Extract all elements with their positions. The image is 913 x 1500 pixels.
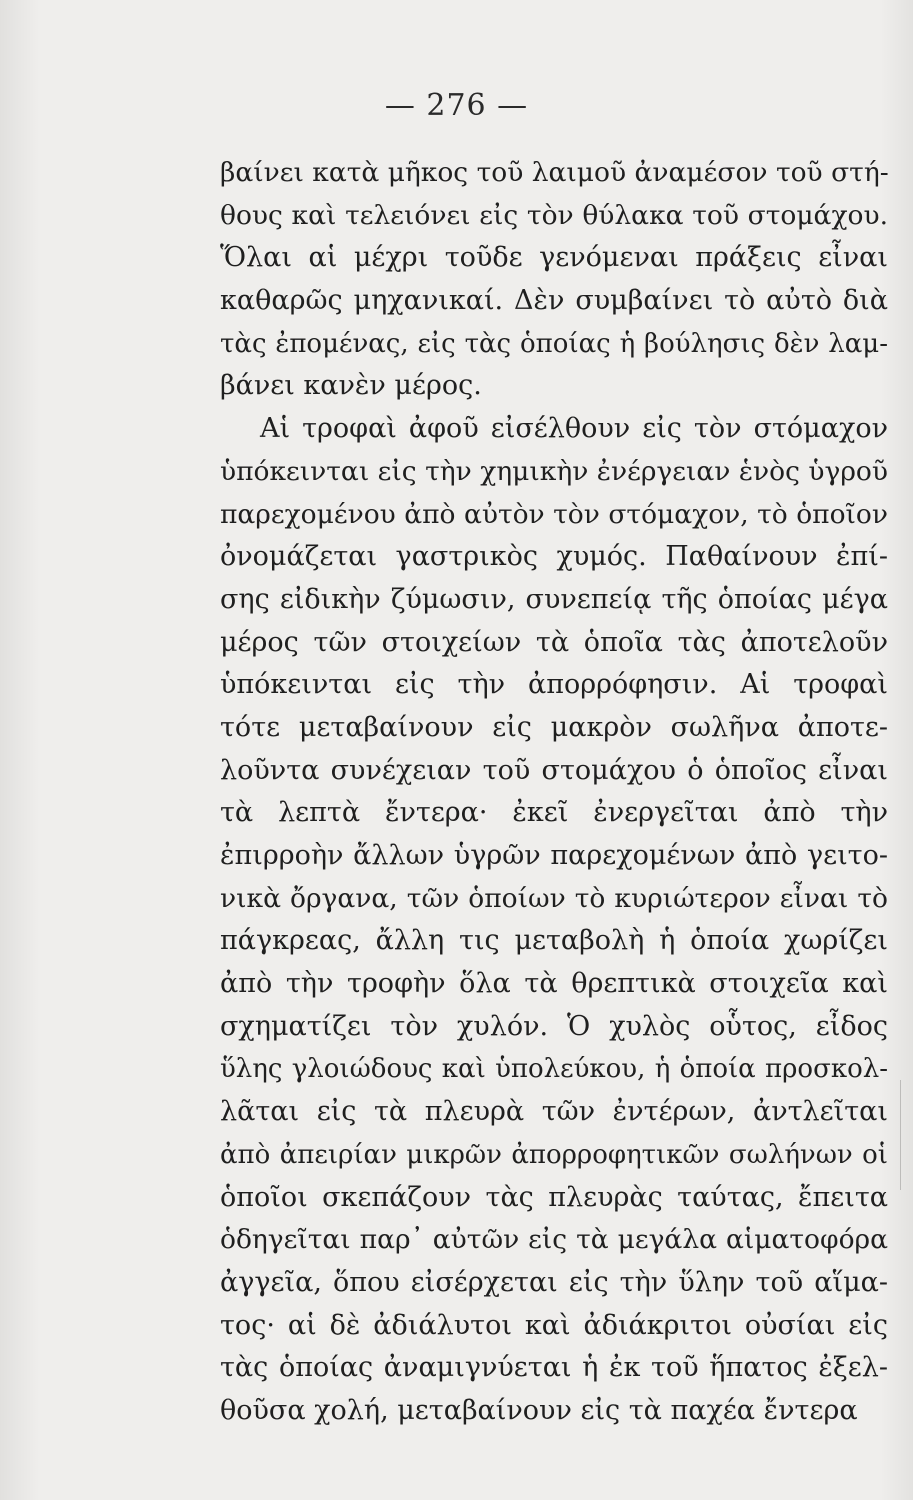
text-line: καθαρῶς μηχανικαί. Δὲν συμβαίνει τὸ αὐτὸ διὰ <box>220 285 888 317</box>
text-line: τὰς ὁποίας ἀναμιγνύεται ἡ ἐκ τοῦ ἥπατος ἐξελ- <box>220 1352 888 1384</box>
text-line: Ὅλαι αἱ μέχρι τοῦδε γενόμεναι πράξεις εἶναι <box>220 242 888 274</box>
text-line: πάγκρεας, ἄλλη τις μεταβολὴ ἡ ὁποία χωρίζει <box>220 925 888 957</box>
scan-edge-mark <box>900 1080 901 1190</box>
text-line: ὀνομάζεται γαστρικὸς χυμός. Παθαίνουν ἐπί- <box>220 541 888 573</box>
page-number: — 276 — <box>384 88 529 123</box>
text-line: βάνει κανὲν μέρος. <box>220 370 482 402</box>
text-line: ἀπὸ τὴν τροφὴν ὅλα τὰ θρεπτικὰ στοιχεῖα καὶ <box>220 968 888 1000</box>
text-line: μέρος τῶν στοιχείων τὰ ὁποῖα τὰς ἀποτελοῦν <box>220 626 888 658</box>
text-line: ὑπόκεινται εἰς τὴν χημικὴν ἐνέργειαν ἑνὸς ὑγροῦ <box>220 455 888 487</box>
text-line: ὑπόκεινται εἰς τὴν ἀπορρόφησιν. Αἱ τροφαὶ <box>220 669 888 701</box>
text-line: Αἱ τροφαὶ ἀφοῦ εἰσέλθουν εἰς τὸν στόμαχον <box>260 413 888 445</box>
text-line: θους καὶ τελειόνει εἰς τὸν θύλακα τοῦ στομάχου. <box>220 199 888 231</box>
text-line: ἀγγεῖα, ὅπου εἰσέρχεται εἰς τὴν ὕλην τοῦ αἵμα- <box>220 1266 888 1298</box>
text-line: βαίνει κατὰ μῆκος τοῦ λαιμοῦ ἀναμέσον τοῦ στή- <box>220 157 889 188</box>
text-line: τότε μεταβαίνουν εἰς μακρὸν σωλῆνα ἀποτε- <box>220 711 888 743</box>
text-line: θοῦσα χολή, μεταβαίνουν εἰς τὰ παχέα ἔντερα <box>220 1394 858 1426</box>
text-line: παρεχομένου ἀπὸ αὐτὸν τὸν στόμαχον, τὸ ὁποῖον <box>220 498 888 530</box>
text-line: ἐπιρροὴν ἄλλων ὑγρῶν παρεχομένων ἀπὸ γειτο- <box>220 840 888 871</box>
text-line: ἀπὸ ἀπειρίαν μικρῶν ἀπορροφητικῶν σωλήνων οἱ <box>220 1139 888 1170</box>
text-line: τος· αἱ δὲ ἀδιάλυτοι καὶ ἀδιάκριτοι οὐσίαι εἰς <box>220 1309 888 1341</box>
body-text <box>220 152 888 1433</box>
text-line: λοῦντα συνέχειαν τοῦ στομάχου ὁ ὁποῖος εἶναι <box>220 754 888 786</box>
text-line: τὰς ἐπομένας, εἰς τὰς ὁποίας ἡ βούλησις δὲν λαμ- <box>220 328 888 359</box>
text-line: σχηματίζει τὸν χυλόν. Ὁ χυλὸς οὗτος, εἶδος <box>220 1010 888 1042</box>
text-line: ὁποῖοι σκεπάζουν τὰς πλευρὰς ταύτας, ἔπειτα <box>220 1181 888 1213</box>
text-line: σης εἰδικὴν ζύμωσιν, συνεπείᾳ τῆς ὁποίας μέγα <box>220 583 888 615</box>
text-line: λᾶται εἰς τὰ πλευρὰ τῶν ἐντέρων, ἀντλεῖται <box>220 1096 888 1128</box>
text-line: ὕλης γλοιώδους καὶ ὑπολεύκου, ἡ ὁποία προσκολ- <box>220 1054 888 1085</box>
text-line: νικὰ ὄργανα, τῶν ὁποίων τὸ κυριώτερον εἶναι τὸ <box>220 882 888 914</box>
text-line: ὁδηγεῖται παρ᾽ αὐτῶν εἰς τὰ μεγάλα αἱματοφόρα <box>220 1224 888 1256</box>
text-line: τὰ λεπτὰ ἔντερα· ἐκεῖ ἐνεργεῖται ἀπὸ τὴν <box>220 797 888 829</box>
